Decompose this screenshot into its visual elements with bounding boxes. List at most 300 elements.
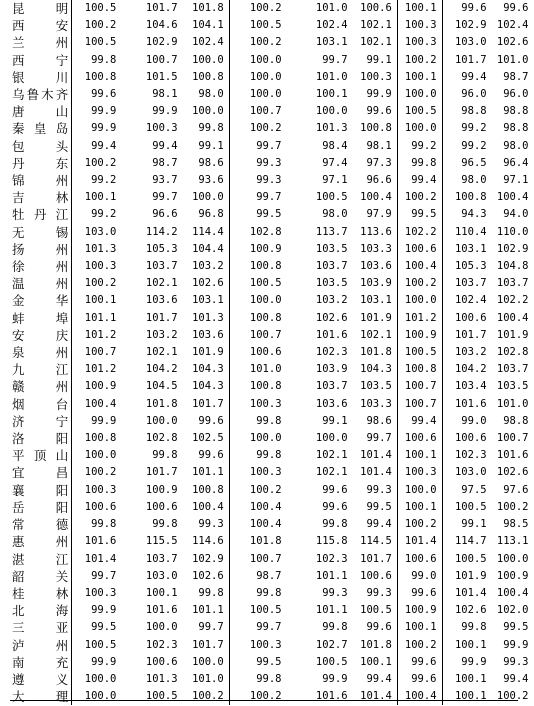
city-cell — [10, 189, 72, 206]
value-cell: 99.4 — [461, 70, 487, 83]
city-name: 牡 丹 江 — [12, 207, 69, 223]
value-cell: 114.2 — [145, 225, 178, 238]
city-name: 锦 州 — [12, 173, 69, 189]
value-cell: 103.0 — [145, 569, 178, 582]
city-cell — [10, 482, 72, 499]
value-cell: 102.9 — [496, 242, 529, 255]
value-cell: 101.4 — [353, 688, 398, 705]
city-cell — [10, 258, 72, 275]
value-cell: 99.3 — [322, 586, 348, 599]
value-cell: 98.0 — [503, 139, 529, 152]
value-cell: 98.8 — [503, 414, 529, 427]
table-row — [10, 344, 534, 361]
value-cell: 98.1 — [152, 88, 178, 101]
city-name: 昆 明 — [12, 1, 69, 16]
value-cell: 99.8 — [91, 53, 117, 66]
value-cell: 99.0 — [397, 568, 442, 585]
value-cell: 100.1 — [454, 690, 487, 703]
value-cell: 101.6 — [315, 690, 348, 703]
value-cell: 97.6 — [503, 483, 529, 496]
table-row — [10, 17, 534, 34]
value-cell: 100.5 — [249, 19, 282, 32]
value-cell: 100.1 — [454, 672, 487, 685]
value-cell: 99.2 — [91, 174, 117, 187]
value-cell: 101.1 — [183, 464, 230, 481]
value-cell: 102.5 — [183, 430, 230, 447]
table-row — [10, 430, 534, 447]
city-cell — [10, 327, 72, 344]
value-cell: 99.6 — [397, 654, 442, 671]
value-cell: 100.8 — [249, 311, 282, 324]
value-cell: 96.8 — [183, 206, 230, 223]
value-cell: 97.5 — [461, 483, 487, 496]
table-row — [10, 619, 534, 636]
value-cell: 98.8 — [461, 105, 487, 118]
value-cell: 102.1 — [315, 466, 348, 479]
city-cell — [10, 378, 72, 395]
value-cell: 93.7 — [152, 174, 178, 187]
value-cell: 99.3 — [256, 174, 282, 187]
table-row — [10, 103, 534, 120]
value-cell: 100.2 — [397, 275, 442, 292]
value-cell: 102.2 — [397, 224, 442, 241]
value-cell: 102.0 — [496, 604, 529, 617]
value-cell: 100.0 — [183, 52, 230, 69]
value-cell: 100.0 — [145, 414, 178, 427]
table-row — [10, 396, 534, 413]
city-cell — [10, 224, 72, 241]
value-cell: 101.0 — [496, 53, 529, 66]
value-cell: 100.2 — [249, 36, 282, 49]
value-cell: 100.0 — [183, 654, 230, 671]
value-cell: 93.6 — [183, 172, 230, 189]
value-cell: 100.5 — [353, 602, 398, 619]
table-body — [10, 0, 534, 705]
value-cell: 102.8 — [496, 346, 529, 359]
value-cell: 104.8 — [496, 260, 529, 273]
value-cell: 100.3 — [249, 397, 282, 410]
table-row — [10, 602, 534, 619]
city-name: 岳 阳 — [12, 499, 69, 515]
value-cell: 99.8 — [152, 449, 178, 462]
value-cell: 101.4 — [353, 464, 398, 481]
value-cell: 98.8 — [503, 122, 529, 135]
value-cell: 99.1 — [322, 414, 348, 427]
value-cell: 100.8 — [84, 432, 117, 445]
value-cell: 101.7 — [454, 328, 487, 341]
value-cell: 101.2 — [84, 363, 117, 376]
value-cell: 100.2 — [84, 156, 117, 169]
value-cell: 100.6 — [84, 500, 117, 513]
value-cell: 101.7 — [145, 2, 178, 14]
value-cell: 103.3 — [353, 396, 398, 413]
value-cell: 101.2 — [397, 310, 442, 327]
city-name: 大 理 — [12, 689, 69, 705]
city-cell — [10, 533, 72, 550]
value-cell: 100.2 — [183, 688, 230, 705]
value-cell: 99.5 — [256, 655, 282, 668]
value-cell: 101.4 — [454, 586, 487, 599]
value-cell: 100.8 — [249, 380, 282, 393]
value-cell: 100.0 — [249, 88, 282, 101]
value-cell: 103.9 — [353, 275, 398, 292]
city-name: 韶 关 — [12, 568, 69, 584]
value-cell: 114.5 — [353, 533, 398, 550]
value-cell: 99.8 — [322, 621, 348, 634]
value-cell: 101.3 — [84, 242, 117, 255]
city-cell — [10, 619, 72, 636]
table-row — [10, 533, 534, 550]
value-cell: 100.9 — [397, 602, 442, 619]
value-cell: 100.0 — [397, 120, 442, 137]
value-cell: 99.3 — [256, 156, 282, 169]
table-row — [10, 671, 534, 688]
city-name: 湛 江 — [12, 551, 69, 567]
value-cell: 100.1 — [84, 191, 117, 204]
value-cell: 99.5 — [353, 499, 398, 516]
value-cell: 110.0 — [496, 225, 529, 238]
city-cell — [10, 155, 72, 172]
value-cell: 100.6 — [249, 346, 282, 359]
value-cell: 114.7 — [454, 535, 487, 548]
city-cell — [10, 86, 72, 103]
value-cell: 99.6 — [183, 413, 230, 430]
value-cell: 100.6 — [145, 500, 178, 513]
value-cell: 103.7 — [496, 277, 529, 290]
value-cell: 100.5 — [315, 655, 348, 668]
value-cell: 100.2 — [84, 19, 117, 32]
value-cell: 99.7 — [256, 621, 282, 634]
table-row — [10, 120, 534, 137]
table-row — [10, 52, 534, 69]
value-cell: 101.7 — [145, 466, 178, 479]
city-cell — [10, 464, 72, 481]
value-cell: 94.0 — [503, 208, 529, 221]
value-cell: 99.9 — [91, 655, 117, 668]
table-row — [10, 224, 534, 241]
value-cell: 113.1 — [496, 535, 529, 548]
value-cell: 100.3 — [84, 586, 117, 599]
value-cell: 99.1 — [353, 52, 398, 69]
city-name: 遵 义 — [12, 671, 69, 687]
value-cell: 100.3 — [84, 260, 117, 273]
value-cell: 100.6 — [397, 551, 442, 568]
value-cell: 100.4 — [183, 499, 230, 516]
value-cell: 99.7 — [256, 139, 282, 152]
city-cell — [10, 688, 72, 705]
table-row — [10, 551, 534, 568]
value-cell: 100.1 — [397, 499, 442, 516]
value-cell: 100.1 — [145, 586, 178, 599]
value-cell: 101.8 — [353, 344, 398, 361]
value-cell: 102.3 — [145, 638, 178, 651]
table-row — [10, 86, 534, 103]
value-cell: 100.3 — [353, 69, 398, 86]
city-cell — [10, 671, 72, 688]
value-cell: 99.9 — [152, 105, 178, 118]
value-cell: 100.3 — [249, 638, 282, 651]
value-cell: 100.0 — [249, 294, 282, 307]
value-cell: 99.9 — [322, 672, 348, 685]
city-cell — [10, 637, 72, 654]
price-index-table — [10, 0, 534, 705]
value-cell: 110.4 — [454, 225, 487, 238]
city-cell — [10, 69, 72, 86]
value-cell: 99.8 — [256, 672, 282, 685]
city-name: 惠 州 — [12, 534, 69, 550]
city-cell — [10, 138, 72, 155]
city-cell — [10, 34, 72, 51]
value-cell: 97.9 — [353, 206, 398, 223]
value-cell: 103.0 — [84, 225, 117, 238]
value-cell: 99.6 — [397, 671, 442, 688]
value-cell: 100.1 — [353, 654, 398, 671]
value-cell: 100.8 — [454, 191, 487, 204]
city-name: 洛 阳 — [12, 431, 69, 447]
value-cell: 101.8 — [353, 637, 398, 654]
city-name: 泸 州 — [12, 637, 69, 653]
value-cell: 100.2 — [496, 500, 529, 513]
value-cell: 97.1 — [322, 174, 348, 187]
value-cell: 101.3 — [183, 310, 230, 327]
value-cell: 99.9 — [91, 414, 117, 427]
city-cell — [10, 602, 72, 619]
value-cell: 96.6 — [152, 208, 178, 221]
city-cell — [10, 120, 72, 137]
value-cell: 99.7 — [256, 191, 282, 204]
table-row — [10, 499, 534, 516]
value-cell: 101.6 — [145, 604, 178, 617]
value-cell: 100.0 — [397, 482, 442, 499]
value-cell: 98.6 — [353, 413, 398, 430]
value-cell: 100.4 — [397, 688, 442, 705]
value-cell: 101.7 — [183, 396, 230, 413]
value-cell: 113.6 — [353, 224, 398, 241]
value-cell: 101.8 — [183, 0, 230, 17]
value-cell: 94.3 — [461, 208, 487, 221]
value-cell: 96.5 — [461, 156, 487, 169]
value-cell: 103.7 — [315, 260, 348, 273]
city-cell — [10, 551, 72, 568]
value-cell: 100.8 — [183, 69, 230, 86]
value-cell: 102.7 — [315, 638, 348, 651]
value-cell: 98.6 — [183, 155, 230, 172]
value-cell: 99.9 — [461, 655, 487, 668]
value-cell: 100.5 — [84, 36, 117, 49]
value-cell: 100.6 — [353, 568, 398, 585]
value-cell: 99.3 — [183, 516, 230, 533]
city-name: 无 锡 — [12, 224, 69, 240]
value-cell: 100.0 — [183, 103, 230, 120]
value-cell: 103.2 — [145, 328, 178, 341]
value-cell: 101.6 — [315, 328, 348, 341]
value-cell: 98.1 — [353, 138, 398, 155]
city-cell — [10, 413, 72, 430]
value-cell: 100.1 — [454, 638, 487, 651]
value-cell: 96.4 — [503, 156, 529, 169]
value-cell: 99.6 — [353, 103, 398, 120]
value-cell: 101.7 — [454, 53, 487, 66]
table-row — [10, 637, 534, 654]
value-cell: 103.3 — [353, 241, 398, 258]
value-cell: 103.1 — [183, 292, 230, 309]
value-cell: 100.7 — [249, 328, 282, 341]
value-cell: 100.4 — [496, 311, 529, 324]
value-cell: 100.2 — [249, 2, 282, 14]
value-cell: 100.2 — [249, 122, 282, 135]
value-cell: 104.5 — [145, 380, 178, 393]
value-cell: 100.6 — [145, 655, 178, 668]
value-cell: 101.8 — [145, 397, 178, 410]
value-cell: 100.3 — [397, 17, 442, 34]
value-cell: 101.6 — [84, 535, 117, 548]
value-cell: 100.1 — [397, 447, 442, 464]
value-cell: 99.2 — [461, 139, 487, 152]
value-cell: 102.9 — [183, 551, 230, 568]
value-cell: 102.9 — [145, 36, 178, 49]
city-name: 北 海 — [12, 603, 69, 619]
value-cell: 101.8 — [249, 535, 282, 548]
value-cell: 103.4 — [454, 380, 487, 393]
value-cell: 101.9 — [183, 344, 230, 361]
value-cell: 99.8 — [397, 155, 442, 172]
value-cell: 100.0 — [249, 70, 282, 83]
value-cell: 101.1 — [183, 602, 230, 619]
value-cell: 99.0 — [461, 414, 487, 427]
value-cell: 100.1 — [397, 69, 442, 86]
value-cell: 99.8 — [322, 518, 348, 531]
value-cell: 101.9 — [454, 569, 487, 582]
city-name: 吉 林 — [12, 190, 69, 206]
value-cell: 99.4 — [353, 516, 398, 533]
value-cell: 100.5 — [454, 552, 487, 565]
value-cell: 113.7 — [315, 225, 348, 238]
value-cell: 102.3 — [315, 552, 348, 565]
table-row — [10, 206, 534, 223]
value-cell: 99.8 — [183, 120, 230, 137]
city-name: 兰 州 — [12, 35, 69, 51]
value-cell: 102.6 — [496, 36, 529, 49]
value-cell: 114.6 — [183, 533, 230, 550]
value-cell: 101.0 — [183, 671, 230, 688]
value-cell: 102.1 — [353, 17, 398, 34]
value-cell: 99.9 — [91, 604, 117, 617]
table-row — [10, 138, 534, 155]
value-cell: 100.6 — [397, 241, 442, 258]
value-cell: 99.9 — [91, 122, 117, 135]
value-cell: 103.5 — [315, 242, 348, 255]
value-cell: 104.3 — [183, 361, 230, 378]
city-name: 银 川 — [12, 69, 69, 85]
value-cell: 100.0 — [315, 432, 348, 445]
value-cell: 100.2 — [84, 466, 117, 479]
value-cell: 99.8 — [91, 518, 117, 531]
value-cell: 100.2 — [496, 690, 529, 703]
city-name: 烟 台 — [12, 396, 69, 412]
city-name: 包 头 — [12, 138, 69, 154]
value-cell: 102.6 — [183, 275, 230, 292]
value-cell: 100.4 — [249, 500, 282, 513]
value-cell: 98.5 — [503, 518, 529, 531]
value-cell: 100.0 — [397, 86, 442, 103]
value-cell: 104.1 — [183, 17, 230, 34]
value-cell: 102.1 — [353, 327, 398, 344]
value-cell: 100.8 — [397, 361, 442, 378]
value-cell: 102.1 — [145, 277, 178, 290]
table-row — [10, 69, 534, 86]
value-cell: 101.2 — [84, 328, 117, 341]
value-cell: 100.7 — [249, 105, 282, 118]
value-cell: 100.7 — [496, 432, 529, 445]
value-cell: 98.4 — [322, 139, 348, 152]
value-cell: 103.0 — [454, 466, 487, 479]
value-cell: 102.8 — [145, 432, 178, 445]
value-cell: 99.7 — [91, 569, 117, 582]
value-cell: 103.5 — [353, 378, 398, 395]
table-row — [10, 189, 534, 206]
table-row — [10, 447, 534, 464]
value-cell: 103.7 — [145, 552, 178, 565]
city-cell — [10, 292, 72, 309]
value-cell: 105.3 — [145, 242, 178, 255]
value-cell: 100.5 — [145, 690, 178, 703]
value-cell: 100.9 — [496, 569, 529, 582]
city-name: 徐 州 — [12, 259, 69, 275]
value-cell: 100.3 — [397, 34, 442, 51]
value-cell: 100.2 — [249, 483, 282, 496]
city-cell — [10, 361, 72, 378]
value-cell: 100.7 — [397, 396, 442, 413]
value-cell: 100.2 — [397, 516, 442, 533]
value-cell: 99.7 — [152, 191, 178, 204]
value-cell: 102.2 — [496, 294, 529, 307]
value-cell: 102.9 — [454, 19, 487, 32]
value-cell: 100.9 — [145, 483, 178, 496]
value-cell: 100.0 — [249, 53, 282, 66]
city-name: 丹 东 — [12, 155, 69, 171]
value-cell: 115.5 — [145, 535, 178, 548]
value-cell: 100.0 — [84, 449, 117, 462]
value-cell: 100.0 — [145, 621, 178, 634]
value-cell: 99.2 — [461, 122, 487, 135]
value-cell: 103.2 — [454, 346, 487, 359]
city-name: 平 顶 山 — [12, 448, 69, 464]
table-row — [10, 275, 534, 292]
value-cell: 100.8 — [84, 70, 117, 83]
city-cell — [10, 17, 72, 34]
value-cell: 101.4 — [397, 533, 442, 550]
city-name: 济 宁 — [12, 413, 69, 429]
value-cell: 99.7 — [322, 53, 348, 66]
table-row — [10, 327, 534, 344]
city-cell — [10, 0, 72, 17]
city-name: 安 庆 — [12, 327, 69, 343]
value-cell: 99.1 — [183, 138, 230, 155]
value-cell: 99.8 — [256, 414, 282, 427]
value-cell: 99.3 — [353, 482, 398, 499]
value-cell: 99.8 — [256, 449, 282, 462]
value-cell: 101.3 — [315, 122, 348, 135]
city-name: 扬 州 — [12, 241, 69, 257]
value-cell: 99.8 — [256, 586, 282, 599]
value-cell: 99.9 — [503, 638, 529, 651]
value-cell: 99.9 — [353, 86, 398, 103]
value-cell: 102.6 — [183, 568, 230, 585]
value-cell: 102.6 — [454, 604, 487, 617]
value-cell: 99.3 — [353, 585, 398, 602]
city-name: 桂 林 — [12, 585, 69, 601]
value-cell: 114.4 — [183, 224, 230, 241]
